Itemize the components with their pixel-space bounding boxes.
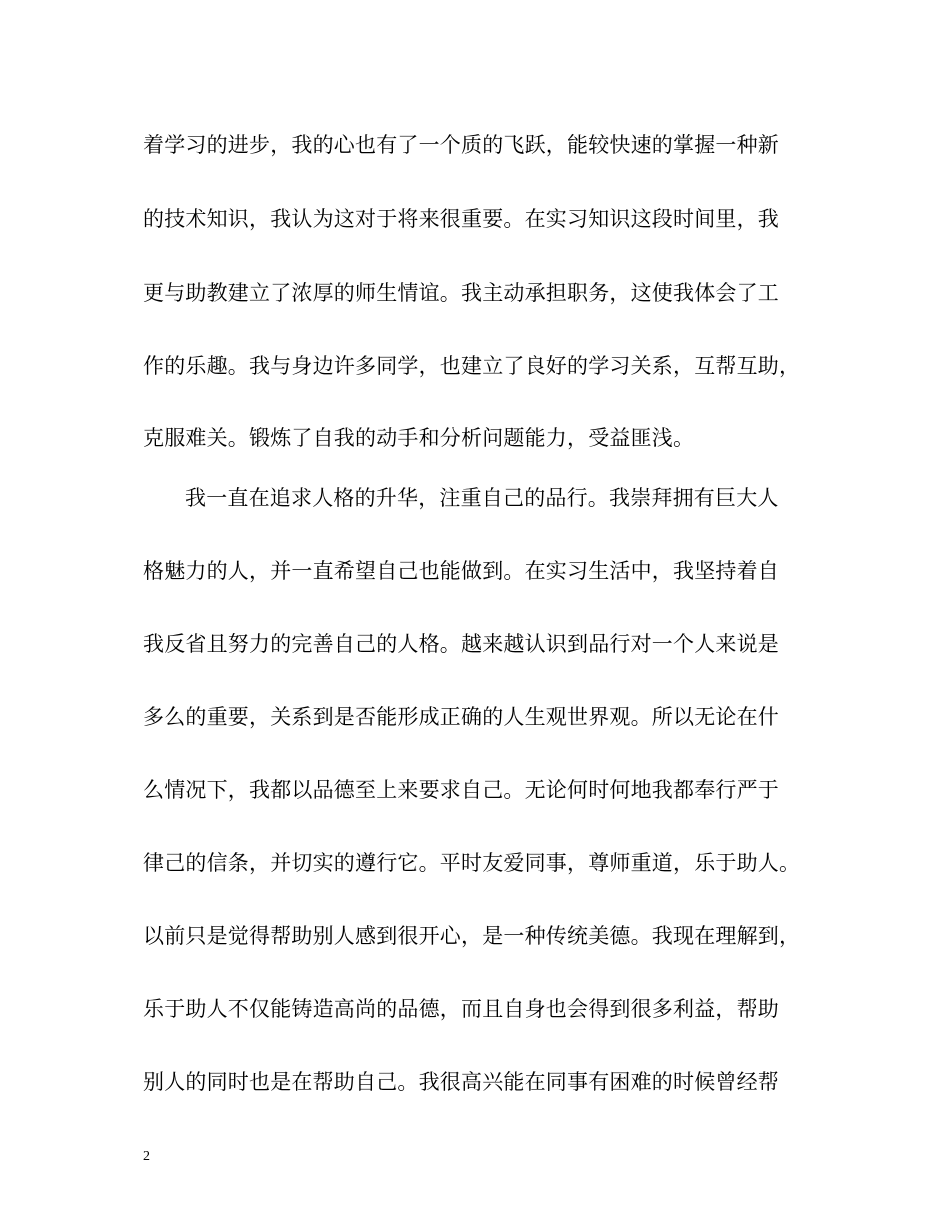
text-line: 克服难关。锻炼了自我的动手和分析问题能力，受益匪浅。 — [143, 426, 695, 450]
text-line: 乐于助人不仅能铸造高尚的品德，而且自身也会得到很多利益，帮助 — [143, 997, 779, 1021]
text-line: 我一直在追求人格的升华，注重自己的品行。我崇拜拥有巨大人 — [185, 486, 779, 510]
text-line: 么情况下，我都以品德至上来要求自己。无论何时何地我都奉行严于 — [143, 778, 779, 802]
text-line: 我反省且努力的完善自己的人格。越来越认识到品行对一个人来说是 — [143, 632, 779, 656]
text-line: 作的乐趣。我与身边许多同学，也建立了良好的学习关系，互帮互助， — [143, 354, 801, 378]
page-number: 2 — [143, 1149, 150, 1164]
text-line: 别人的同时也是在帮助自己。我很高兴能在同事有困难的时候曾经帮 — [143, 1070, 779, 1094]
text-line: 更与助教建立了浓厚的师生情谊。我主动承担职务，这使我体会了工 — [143, 281, 779, 305]
text-line: 以前只是觉得帮助别人感到很开心，是一种传统美德。我现在理解到， — [143, 924, 801, 948]
text-line: 律己的信条，并切实的遵行它。平时友爱同事，尊师重道，乐于助人。 — [143, 851, 801, 875]
text-line: 的技术知识，我认为这对于将来很重要。在实习知识这段时间里，我 — [143, 207, 779, 231]
text-line: 多么的重要，关系到是否能形成正确的人生观世界观。所以无论在什 — [143, 705, 779, 729]
text-line: 着学习的进步，我的心也有了一个质的飞跃，能较快速的掌握一种新 — [143, 133, 779, 157]
text-line: 格魅力的人，并一直希望自己也能做到。在实习生活中，我坚持着自 — [143, 559, 779, 583]
